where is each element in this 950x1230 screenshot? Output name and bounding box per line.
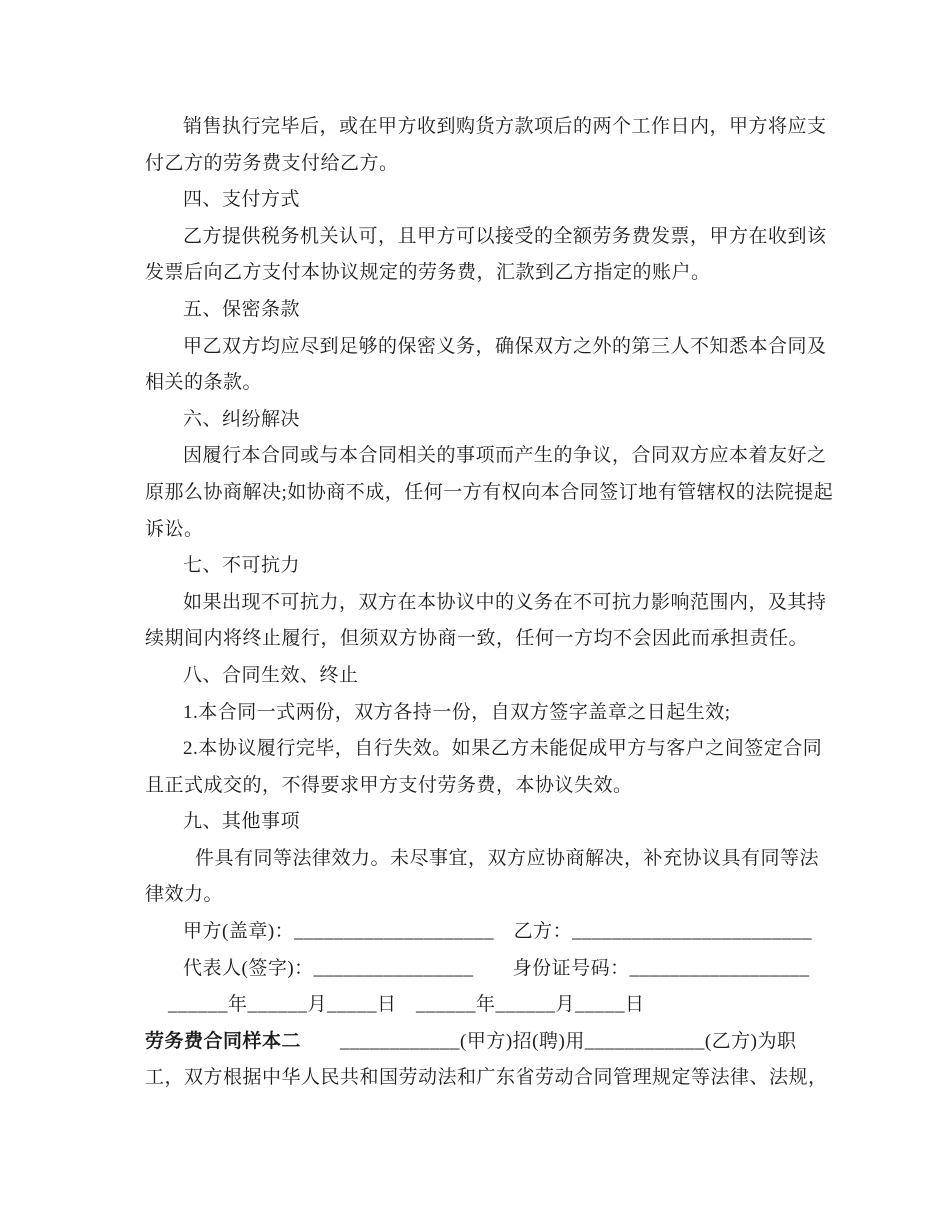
document-line (145, 987, 855, 1024)
document-line (145, 877, 855, 914)
document-line (145, 548, 855, 585)
text-run: 六、纠纷解决 (183, 408, 301, 430)
document-line (145, 1060, 855, 1097)
text-run: 律效力。 (145, 884, 224, 906)
text-run: 甲乙双方均应尽到足够的保密义务，确保双方之外的第三人不知悉本合同及 (183, 335, 827, 357)
text-run: 销售执行完毕后，或在甲方收到购货方款项后的两个工作日内，甲方将应支 (183, 116, 827, 137)
text-run: 且正式成交的，不得要求甲方支付劳务费，本协议失效。 (145, 774, 633, 796)
document-line (145, 292, 855, 329)
document-line (145, 475, 855, 512)
text-run: 四、支付方式 (183, 189, 301, 211)
text-run: 2.本协议履行完毕，自行失效。如果乙方未能促成甲方与客户之间签定合同 (183, 738, 823, 760)
document-line (145, 329, 855, 366)
text-run: 五、保密条款 (183, 298, 301, 320)
document-line (145, 768, 855, 805)
text-run: 乙方提供税务机关认可，且甲方可以接受的全额劳务费发票，甲方在收到该 (183, 225, 827, 247)
text-run: 付乙方的劳务费支付给乙方。 (145, 152, 399, 174)
text-run: 八、合同生效、终止 (183, 664, 359, 686)
text-run: 因履行本合同或与本合同相关的事项而产生的争议，合同双方应本着友好之 (183, 445, 827, 467)
bold-text-run: 劳务费合同样本二 (145, 1030, 302, 1052)
document-line (145, 695, 855, 732)
document-line (145, 255, 855, 292)
document-line (145, 914, 855, 951)
text-run: ____________(甲方)招(聘)用____________(乙方)为职 (301, 1030, 797, 1052)
text-run: 工，双方根据中华人民共和国劳动法和广东省劳动合同管理规定等法律、法规， (145, 1067, 828, 1089)
document-line (145, 109, 855, 146)
text-run: 相关的条款。 (145, 372, 263, 394)
text-run: 续期间内将终止履行，但须双方协商一致，任何一方均不会因此而承担责任。 (145, 628, 809, 650)
document-line (145, 841, 855, 878)
text-run: 九、其他事项 (183, 811, 301, 833)
document-line (145, 219, 855, 256)
text-run: 1.本合同一式两份，双方各持一份，自双方签字盖章之日起生效; (183, 701, 731, 723)
document-line (145, 402, 855, 439)
document-line (145, 951, 855, 988)
document-line (145, 365, 855, 402)
document-line (145, 731, 855, 768)
text-run: 如果出现不可抗力，双方在本协议中的义务在不可抗力影响范围内，及其持 (183, 591, 827, 613)
document-line (145, 512, 855, 549)
document-line (145, 658, 855, 695)
text-run: ______年______月_____日 ______年______月_____日 (168, 994, 645, 1016)
text-run: 甲方(盖章)：____________________ 乙方：________________________ (183, 921, 813, 943)
document-body (145, 109, 855, 1097)
document-line (145, 438, 855, 475)
text-run: 诉讼。 (145, 518, 204, 540)
document-line (145, 182, 855, 219)
document-line (145, 1024, 855, 1061)
document-line (145, 621, 855, 658)
text-run: 件具有同等法律效力。未尽事宜，双方应协商解决，补充协议具有同等法 (195, 847, 820, 869)
text-run: 发票后向乙方支付本协议规定的劳务费，汇款到乙方指定的账户。 (145, 262, 711, 284)
text-run: 原那么协商解决;如协商不成，任何一方有权向本合同签订地有管辖权的法院提起 (145, 481, 834, 503)
document-line (145, 146, 855, 183)
text-run: 七、不可抗力 (183, 555, 301, 577)
text-run: 代表人(签字)：________________ 身份证号码：__________________ (183, 957, 810, 979)
document-line (145, 804, 855, 841)
document-line (145, 585, 855, 622)
